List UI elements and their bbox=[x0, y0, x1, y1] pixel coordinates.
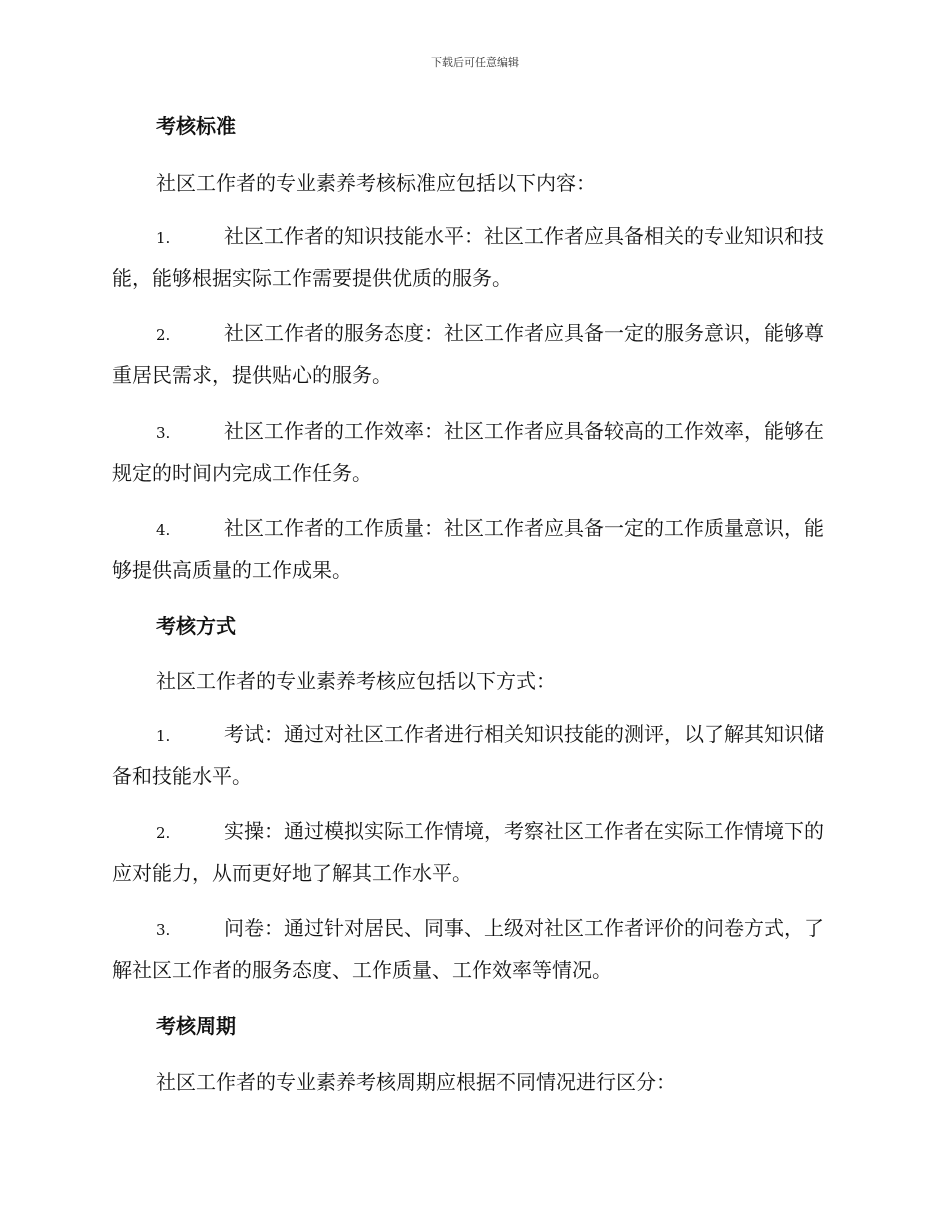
list-item bbox=[112, 216, 837, 298]
list-item-number: 4. bbox=[156, 521, 171, 539]
list-item-text: 考试：通过对社区工作者进行相关知识技能的测评，以了解其知识储备和技能水平。 bbox=[112, 722, 824, 788]
page-header: 下载后可任意编辑 bbox=[431, 56, 519, 69]
list-item-text: 实操：通过模拟实际工作情境，考察社区工作者在实际工作情境下的应对能力，从而更好地了解其工作水平。 bbox=[112, 819, 824, 885]
list-item-number: 1. bbox=[156, 727, 171, 745]
list-item bbox=[112, 411, 837, 493]
list-item-number: 2. bbox=[156, 824, 171, 842]
list-item bbox=[112, 811, 837, 893]
list-item bbox=[112, 508, 837, 590]
list-item-text: 社区工作者的工作质量：社区工作者应具备一定的工作质量意识，能够提供高质量的工作成果。 bbox=[112, 516, 824, 582]
list-item-number: 3. bbox=[156, 921, 171, 939]
section-intro-cycle: 社区工作者的专业素养考核周期应根据不同情况进行区分： bbox=[156, 1070, 676, 1094]
list-item-number: 2. bbox=[156, 326, 171, 344]
list-item-text: 社区工作者的工作效率：社区工作者应具备较高的工作效率，能够在规定的时间内完成工作任务。 bbox=[112, 419, 824, 485]
list-item-text: 问卷：通过针对居民、同事、上级对社区工作者评价的问卷方式，了解社区工作者的服务态度、工作质量、工作效率等情况。 bbox=[112, 916, 824, 982]
list-item bbox=[112, 313, 837, 395]
section-intro-standards: 社区工作者的专业素养考核标准应包括以下内容： bbox=[156, 171, 596, 195]
section-heading-cycle: 考核周期 bbox=[156, 1014, 236, 1038]
section-heading-standards: 考核标准 bbox=[156, 114, 236, 138]
list-item bbox=[112, 908, 837, 990]
list-item-text: 社区工作者的知识技能水平：社区工作者应具备相关的专业知识和技能，能够根据实际工作需要提供优质的服务。 bbox=[112, 224, 824, 290]
list-item-text: 社区工作者的服务态度：社区工作者应具备一定的服务意识，能够尊重居民需求，提供贴心的服务。 bbox=[112, 321, 824, 387]
list-item bbox=[112, 714, 837, 796]
section-heading-methods: 考核方式 bbox=[156, 614, 236, 638]
list-item-number: 3. bbox=[156, 424, 171, 442]
list-item-number: 1. bbox=[156, 229, 171, 247]
section-intro-methods: 社区工作者的专业素养考核应包括以下方式： bbox=[156, 669, 556, 693]
